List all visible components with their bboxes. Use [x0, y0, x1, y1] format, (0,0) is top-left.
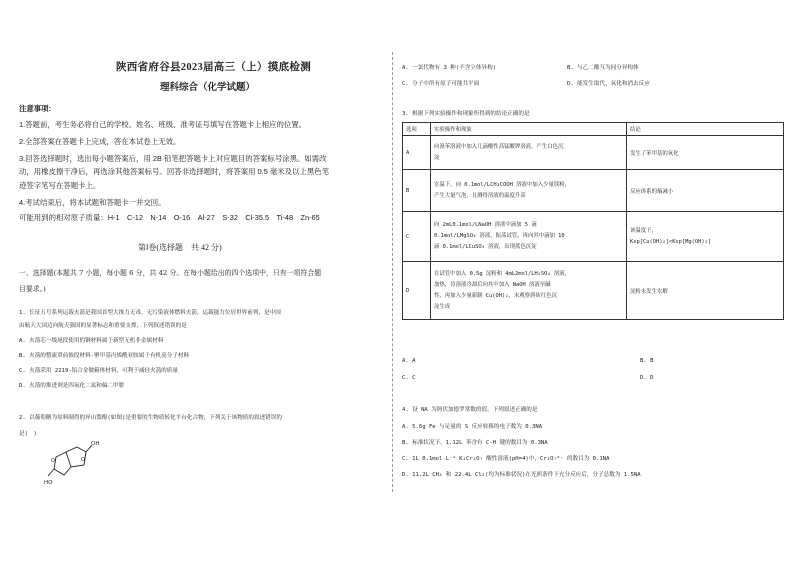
- q2-stem-cont: 是( ): [19, 431, 37, 437]
- atomic-masses: 可能用到的相对原子质量：H-1 C-12 N-14 O-16 Al-27 S-32 Cl-35.5 Ti-48 Zn-65: [19, 213, 320, 222]
- section-title: 第Ⅰ卷(选择题 共 42 分): [138, 243, 222, 252]
- section-instructions-cont: 目要求。): [19, 285, 46, 293]
- notice-3-cont: 动，用橡皮擦干净后，再选涂其他答案标号。回答非选择题时，将答案用 0.5 毫米及以上黑色笔: [19, 167, 330, 176]
- label-ho: HO: [44, 480, 53, 486]
- q3-table: [402, 122, 784, 320]
- q2-option-d: D. 能发生取代、氧化和消去反应: [567, 81, 650, 87]
- q3-option-d: D. D: [640, 375, 654, 381]
- row-c-operation: 向 2mL0.1mol/LNaOH 溶液中滴加 5 滴 0.1mol/LMgSO₄ 溶液，振荡试管，再向其中滴加 10 滴 0.1mol/LCuSO₄ 溶液，出现蓝色沉淀: [431, 212, 627, 262]
- q2-option-c: C. 分子中所有原子可能共平面: [402, 81, 480, 87]
- exam-title: 陕西省府谷县2023届高三（上）摸底检测: [116, 62, 311, 73]
- notice-1: 1.答题前，考生务必将自己的学校、姓名、班级、准考证号填写在答题卡上相应的位置。: [19, 120, 307, 129]
- row-d-operation: 在试管中加入 0.5g 淀粉和 4mL2mol/LH₂SO₄ 溶液， 加热，待溶液冷却后向其中加入 NaOH 溶液至碱 性，再加入少量新制 Cu(OH)₂，未观察到砖红色沉 淀生成: [431, 262, 627, 320]
- column-divider: [392, 52, 393, 492]
- row-c-conclusion: 该温度下， Ksp[Cu(OH)₂]<Ksp[Mg(OH)₂]: [627, 212, 784, 262]
- table-row: [403, 262, 784, 320]
- svg-text:O: O: [81, 457, 85, 463]
- q1-option-b: B. 火箭的整流罩前锥段材料-聚甲基丙烯酰亚胺属于有机高分子材料: [19, 353, 190, 359]
- q4-option-a: A. 5.6g Fe 与足量的 S 反应转移的电子数为 0.3NA: [402, 424, 543, 430]
- section-instructions: 一、选择题(本题共 7 小题，每小题 6 分，共 42 分。在每小题给出的四个选项中，只有一项符合题: [19, 269, 322, 277]
- q2-option-b: B. 与乙二酸互为同分异构体: [567, 65, 639, 71]
- header-operation: 实验操作和现象: [431, 123, 627, 136]
- label-oh: OH: [91, 441, 100, 447]
- notice-heading: 注意事项:: [19, 104, 52, 113]
- q1-option-d: D. 火箭的推进剂是四氧化二氮和偏二甲肼: [19, 383, 125, 389]
- row-a-option: A: [403, 136, 431, 170]
- q3-option-a: A. A: [402, 358, 416, 364]
- q1-option-a: A. 火箭芯一级尾段使用的钢材料属于新型无机非金属材料: [19, 338, 164, 344]
- row-b-operation: 室温下，向 0.1mol/LCH₃COOH 溶液中加入少量镁粉， 产生大量气泡，且测得溶液的温度升高: [431, 170, 627, 212]
- q1-stem-cont: 由航天大国迈向航天强国的显著标志和重要支撑，下列叙述错误的是: [19, 323, 187, 329]
- notice-2: 2.全部答案在答题卡上完成，答在本试卷上无效。: [19, 137, 181, 146]
- q4-stem: 4. 设 NA 为阿伏加德罗常数的值，下列叙述正确的是: [402, 407, 538, 413]
- q3-option-c: C. C: [402, 375, 416, 381]
- q2-option-a: A. 一氯代物有 3 种(不含立体异构): [402, 65, 497, 71]
- row-d-option: D: [403, 262, 431, 320]
- notice-3: 3.回答选择题时，选出每小题答案后，用 2B 铅笔把答题卡上对应题目的答案标号涂黑。如需改: [19, 154, 327, 163]
- q3-option-b: B. B: [640, 358, 654, 364]
- svg-text:O: O: [51, 458, 55, 464]
- q4-option-b: B. 标准状况下，1.12L 苯含有 C-H 键的数目为 0.3NA: [402, 440, 548, 446]
- q3-stem: 3. 根据下列实验操作和现象所得到的结论正确的是: [402, 111, 530, 117]
- header-option: 选项: [403, 123, 431, 136]
- row-b-option: B: [403, 170, 431, 212]
- table-row: [403, 136, 784, 170]
- row-b-conclusion: 反应体系的熵减小: [627, 170, 784, 212]
- exam-subtitle: 理科综合（化学试题）: [160, 83, 256, 93]
- q2-stem: 2. 以葡萄糖为原料制得的异山梨醇(如图)是重要的生物质转化平台化合物，下列关于该物质的叙述错误的: [19, 415, 282, 421]
- isosorbide-structure: [44, 438, 114, 486]
- notice-3-end: 迹签字笔写在答题卡上。: [19, 181, 101, 190]
- table-row: [403, 170, 784, 212]
- row-a-operation: 向溴苯溶液中加入几滴酸性高锰酸钾溶液，产生白色沉 淀: [431, 136, 627, 170]
- table-row: [403, 212, 784, 262]
- q1-stem: 1. 长征五号系列运载火箭是我国首型大推力无毒、无污染液体燃料火箭，运载能力位居世界前列，是中国: [19, 310, 281, 316]
- row-a-conclusion: 发生了苯甲基的氧化: [627, 136, 784, 170]
- q4-option-c: C. 1L 0.1mol·L⁻¹ K₂Cr₂O₇ 酸性溶液(pH=4)中，Cr₂O₇²⁻ 的数目为 0.1NA: [402, 456, 610, 462]
- row-c-option: C: [403, 212, 431, 262]
- header-conclusion: 结论: [627, 123, 784, 136]
- notice-4: 4.考试结束后，将本试题和答题卡一并交回。: [19, 198, 166, 207]
- q1-option-c: C. 火箭采用 2219-铝合金做箱体材料，可利于减轻火箭的质量: [19, 368, 178, 374]
- row-d-conclusion: 淀粉未发生水解: [627, 262, 784, 320]
- q4-option-d: D. 11.2L CH₄ 和 22.4L Cl₂(均为标准状况)在光照条件下充分反应后，分子总数为 1.5NA: [402, 472, 641, 478]
